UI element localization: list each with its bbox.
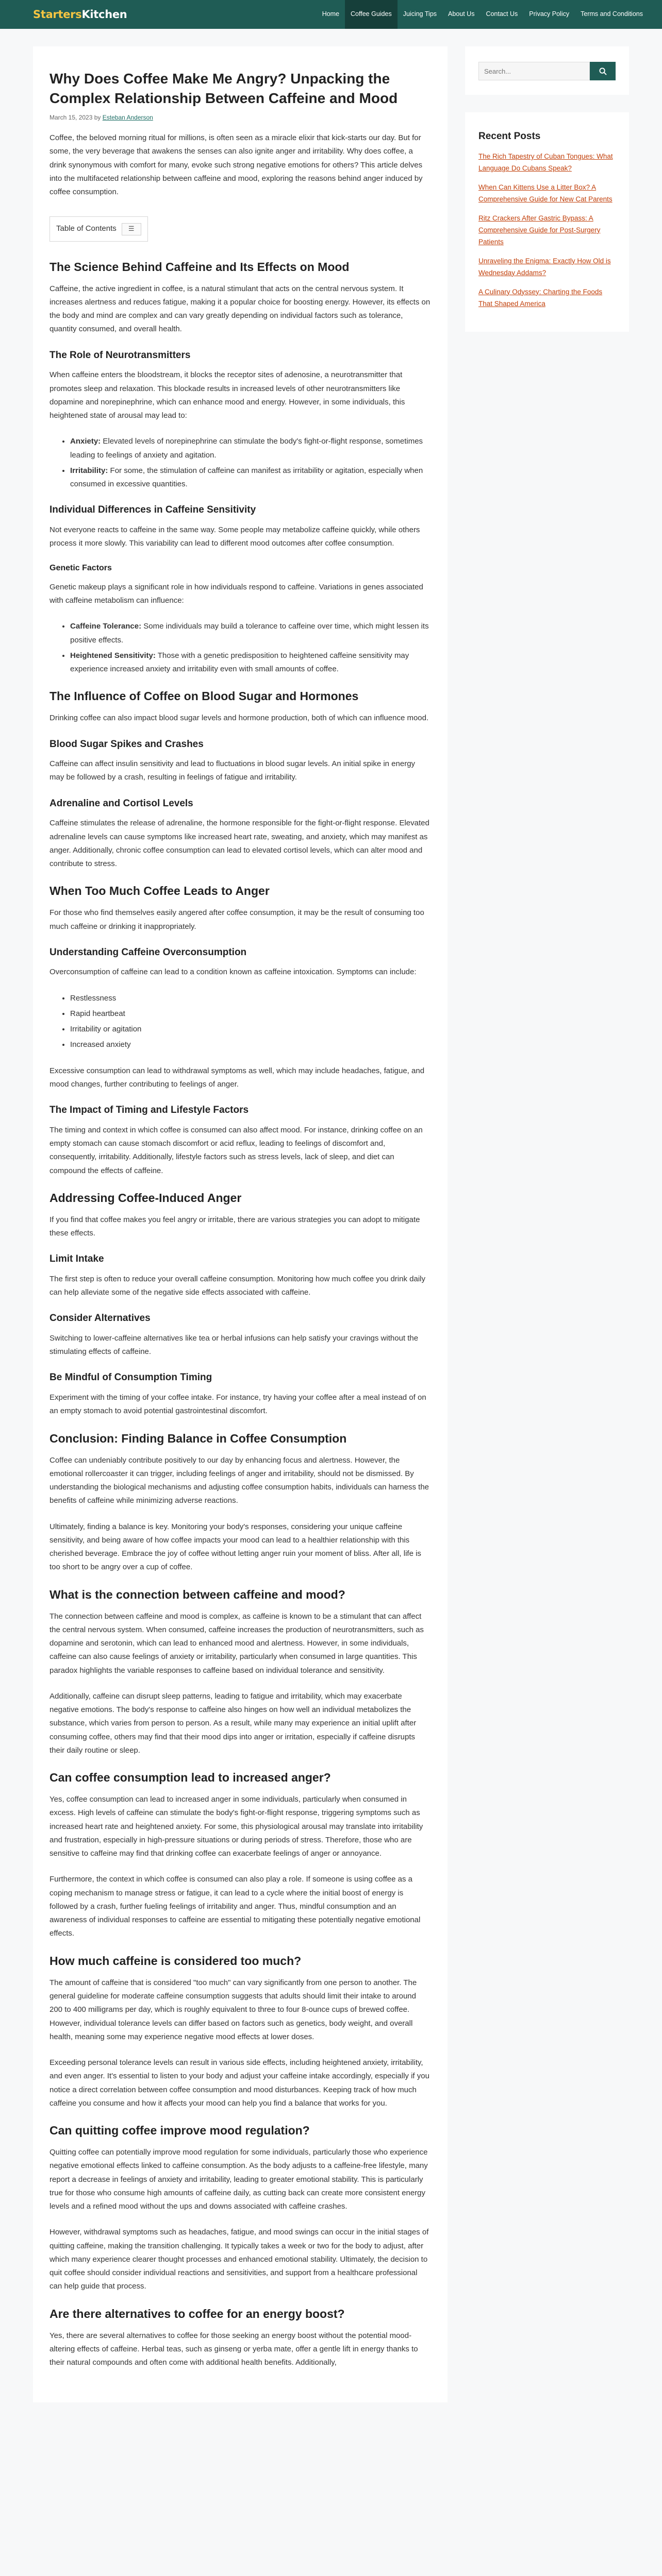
recent-post-link[interactable]: Ritz Crackers After Gastric Bypass: A Comprehensive Guide for Post-Surgery Patients [478,214,601,246]
recent-post-link[interactable]: A Culinary Odyssey: Charting the Foods That Shaped America [478,287,603,308]
list-item-term: Caffeine Tolerance: [70,622,142,631]
faq-paragraph: Yes, there are several alternatives to coffee for those seeking an energy boost without the potential mood-altering effects of caffeine. Herbal teas, such as ginseng or yerba mate, offer a gentle lift in energy thanks to their natural compounds and often come with additional health benefits. Additionally, [49,2331,418,2367]
neuro-list [70,435,431,491]
faq-heading-quitting-coffee: Can quitting coffee improve mood regulation? [49,2124,310,2138]
site-header [0,0,662,29]
list-item: • Rapid heartbeat [70,1007,431,1021]
paragraph-addressing-anger: If you find that coffee makes you feel angry or irritable, there are various strategies you can adopt to mitigate these effects. [49,1215,420,1238]
heading-overconsumption: Understanding Caffeine Overconsumption [49,946,247,958]
search-button[interactable] [590,62,616,80]
faq-paragraph: Additionally, caffeine can disrupt sleep patterns, leading to fatigue and irritability, which may exacerbate negative emotions. The body's response to caffeine also hinges on how well an individual metabolizes the substance, which varies from person to person. As a result, while many may experience an initial uplift after consuming coffee, others may find that their mood dips into anger or irritation, especially if caffeine disrupts their daily routine or sleep. [49,1691,417,1755]
list-item-text: Some individuals may build a tolerance to caffeine over time, which might lessen its positive effects. [70,622,429,645]
article-intro: Coffee, the beloved morning ritual for millions, is often seen as a miracle elixir that kick-starts our day. But for some, the very beverage that awakens the senses can also ignite anger and irritability. Why does coffee, a drink synonymous with comfort for many, evoke such strong negative emotions for others? This article delves into the multifaceted relationship between caffeine and mood, exploring the reasons behind anger induced by coffee consumption. [49,133,423,197]
recent-posts-title: Recent Posts [478,131,541,142]
list-item: • Increased anxiety [70,1038,431,1052]
nav-contact-us[interactable]: Contact Us [486,10,518,18]
faq-heading-caffeine-mood: What is the connection between caffeine and mood? [49,1587,345,1601]
article-meta [49,112,431,123]
heading-individual-differences: Individual Differences in Caffeine Sensitivity [49,504,256,516]
heading-adrenaline-cortisol: Adrenaline and Cortisol Levels [49,798,193,809]
paragraph-genetic-factors: Genetic makeup plays a significant role in how individuals respond to caffeine. Variations in genes associated with caffeine metabolism can influence: [49,582,423,605]
genetic-list [70,620,431,676]
author-link[interactable]: Esteban Anderson [102,114,153,122]
list-item [70,435,431,462]
faq-paragraph: However, withdrawal symptoms such as headaches, fatigue, and mood swings can occur in the initial stages of quitting caffeine, making the transition challenging. It typically takes a week or two for the body to adjust, after which many experience clearer thought processes and enhanced emotional stability. Ultimately, the decision to quit coffee should consider individual reactions and sensitivities, and support from a healthcare professional can help guide that process. [49,2228,429,2291]
list-item-term: Irritability: [70,466,108,475]
list-item-text: Elevated levels of norepinephrine can stimulate the body's fight-or-flight response, sometimes leading to feelings of anxiety and agitation. [70,437,423,460]
heading-genetic-factors: Genetic Factors [49,564,112,573]
symptoms-list [70,992,431,1052]
faq-heading-too-much-caffeine: How much caffeine is considered too much? [49,1954,302,1968]
paragraph-spikes-crashes: Caffeine can affect insulin sensitivity and lead to fluctuations in blood sugar levels. An initial spike in energy may be followed by a crash, resulting in feelings of fatigue and irritability. [49,759,416,782]
recent-posts-widget [465,112,629,332]
paragraph-neurotransmitters: When caffeine enters the bloodstream, it blocks the receptor sites of adenosine, a neurotransmitter that promotes sleep and relaxation. This blockade results in increased levels of other neurotransmitters like dopamine and norepinephrine, which can enhance mood and energy. However, in some individuals, this heightened state of arousal may lead to: [49,370,405,420]
list-item [70,464,431,492]
heading-timing-mindful: Be Mindful of Consumption Timing [49,1372,212,1383]
list-item-text: Those with a genetic predisposition to heightened caffeine sensitivity may experience increased anxiety and irritability even with small amounts of coffee. [70,651,409,674]
list-item [70,649,431,676]
list-item-term: Anxiety: [70,437,101,446]
nav-terms-and-conditions[interactable]: Terms and Conditions [581,10,643,18]
heading-addressing-anger: Addressing Coffee-Induced Anger [49,1191,242,1205]
toc-toggle-button[interactable] [122,223,141,235]
heading-limit-intake: Limit Intake [49,1253,104,1265]
paragraph-overconsumption: Overconsumption of caffeine can lead to a condition known as caffeine intoxication. Symptoms can include: [49,968,417,977]
site-logo[interactable] [33,9,127,20]
paragraph-blood-sugar-hormones: Drinking coffee can also impact blood sugar levels and hormone production, both of which can influence mood. [49,714,429,723]
paragraph-science: Caffeine, the active ingredient in coffee, is a natural stimulant that acts on the central nervous system. It increases alertness and reduces fatigue, making it a popular choice for boosting energy. However, its effects on the body and mind are complex and can vary greatly depending on individual factors such as tolerance, quantity consumed, and overall health. [49,284,431,334]
table-of-contents [49,216,148,241]
paragraph-limit-intake: The first step is often to reduce your overall caffeine consumption. Monitoring how much coffee you drink daily can help alleviate some of the negative side effects associated with caffeine. [49,1274,425,1297]
list-item-text: For some, the stimulation of caffeine can manifest as irritability or agitation, especially when consumed in excessive quantities. [70,466,423,489]
nav-about-us[interactable]: About Us [448,10,475,18]
list-item: • Restlessness [70,992,431,1005]
toc-label: Table of Contents [56,224,117,233]
search-widget [465,46,629,95]
logo-part-starters: Starters [33,8,82,21]
paragraph-timing-lifestyle: The timing and context in which coffee is consumed can also affect mood. For instance, drinking coffee on an empty stomach can cause stomach discomfort or acid reflux, leading to feelings of discomfort and, consequently, irritability. Additionally, lifestyle factors such as stress levels, lack of sleep, and diet can compound the effects of caffeine. [49,1125,423,1175]
list-item [70,620,431,647]
heading-conclusion: Conclusion: Finding Balance in Coffee Consumption [49,1431,347,1445]
faq-paragraph: The connection between caffeine and mood is complex, as caffeine is known to be a stimulant that can affect the central nervous system. When consumed, caffeine increases the production of neurotransmitters, such as dopamine and serotonin, which can lead to enhanced mood and alertness. However, in some individuals, caffeine can also cause feelings of anxiety or irritability, particularly when consumed in large quantities. This paradox highlights the variable responses to caffeine based on individual tolerance and sensitivity. [49,1612,424,1675]
logo-part-kitchen: Kitchen [81,8,127,21]
faq-paragraph: The amount of caffeine that is considered "too much" can vary significantly from one person to another. The general guideline for moderate caffeine consumption suggests that adults should limit their intake to around 200 to 400 milligrams per day, which is roughly equivalent to three to four 8-ounce cups of brewed coffee. However, individual tolerance levels can differ based on factors such as genetics, body weight, and overall health, meaning some may experience negative mood effects at lower doses. [49,1978,417,2041]
faq-heading-increased-anger: Can coffee consumption lead to increased anger? [49,1771,331,1785]
heading-spikes-crashes: Blood Sugar Spikes and Crashes [49,738,204,750]
article-by: by [94,114,101,122]
nav-juicing-tips[interactable]: Juicing Tips [403,10,437,18]
paragraph-conclusion-2: Ultimately, finding a balance is key. Monitoring your body's responses, considering your unique caffeine sensitivity, and being aware of how coffee impacts your mood can lead to a healthier relationship with this cherished beverage. Embrace the joy of coffee without letting anger ruin your moment of bliss. After all, life is too short to be angry over a cup of coffee. [49,1522,421,1572]
recent-post-link[interactable]: Unraveling the Enigma: Exactly How Old is Wednesday Addams? [478,257,611,277]
search-icon [599,67,607,75]
main-nav [317,0,649,29]
nav-coffee-guides[interactable]: Coffee Guides [345,0,398,29]
paragraph-timing-mindful: Experiment with the timing of your coffee intake. For instance, try having your coffee after a meal instead of on an empty stomach to avoid potential gastrointestinal discomfort. [49,1393,426,1416]
paragraph-individual-differences: Not everyone reacts to caffeine in the same way. Some people may metabolize caffeine quickly, while others process it more slowly. This variability can lead to different mood outcomes after coffee consumption. [49,525,420,548]
heading-neurotransmitters: The Role of Neurotransmitters [49,349,191,361]
heading-science: The Science Behind Caffeine and Its Effects on Mood [49,260,350,274]
paragraph-alternatives: Switching to lower-caffeine alternatives like tea or herbal infusions can help satisfy your cravings without the stimulating effects of caffeine. [49,1333,419,1357]
article [33,46,448,2402]
heading-alternatives: Consider Alternatives [49,1313,151,1324]
sidebar [465,46,629,349]
heading-blood-sugar-hormones: The Influence of Coffee on Blood Sugar and Hormones [49,689,359,703]
paragraph-too-much-coffee: For those who find themselves easily angered after coffee consumption, it may be the result of consuming too much caffeine or drinking it inappropriately. [49,908,424,931]
paragraph-withdrawal: Excessive consumption can lead to withdrawal symptoms as well, which may include headaches, fatigue, and mood changes, further contributing to feelings of anger. [49,1066,425,1089]
nav-home[interactable]: Home [322,10,340,18]
faq-heading-alternatives: Are there alternatives to coffee for an energy boost? [49,2307,345,2320]
article-date: March 15, 2023 [49,114,93,122]
paragraph-conclusion-1: Coffee can undeniably contribute positively to our day by enhancing focus and alertness. However, the emotional rollercoaster it can trigger, including feelings of anger and irritability, should not be dismissed. By understanding the biological mechanisms and adjusting coffee consumption habits, individuals can harness the benefits of caffeine while minimizing adverse reactions. [49,1455,429,1505]
page-wrapper [0,29,662,2402]
heading-timing-lifestyle: The Impact of Timing and Lifestyle Factors [49,1105,249,1116]
list-item-term: Heightened Sensitivity: [70,651,156,660]
faq-paragraph: Exceeding personal tolerance levels can result in various side effects, including heightened anxiety, irritability, and even anger. It's essential to listen to your body and adjust your caffeine intake accordingly, especially if you notice a direct correlation between coffee consumption and mood disturbances. Keeping track of how much caffeine you consume and how it affects your mood can help you find a balance that works for you. [49,2058,429,2108]
recent-post-link[interactable]: When Can Kittens Use a Litter Box? A Comprehensive Guide for New Cat Parents [478,183,613,204]
list-item: • Irritability or agitation [70,1023,431,1036]
faq-paragraph: Furthermore, the context in which coffee is consumed can also play a role. If someone is using coffee as a coping mechanism to manage stress or fatigue, it can lead to a cycle where the initial boost of energy is followed by a crash, further fueling feelings of irritability and anger. Thus, mindful consumption and an awareness of individual responses to caffeine are essential to mitigating these potentially negative emotional effects. [49,1875,421,1938]
search-form [478,62,616,80]
article-title: Why Does Coffee Make Me Angry? Unpacking the Complex Relationship Between Caffeine and Mood [49,71,398,107]
nav-privacy-policy[interactable]: Privacy Policy [529,10,570,18]
faq-paragraph: Quitting coffee can potentially improve mood regulation for some individuals, particularly those who experience negative emotional effects linked to caffeine consumption. As the body adjusts to a caffeine-free lifestyle, many report a decrease in feelings of anxiety and irritability, leading to greater emotional stability. This is particularly true for those who consume high amounts of caffeine daily, as cutting back can create more consistent energy levels and a refined mood without the ups and downs associated with caffeine crashes. [49,2148,428,2211]
heading-too-much-coffee: When Too Much Coffee Leads to Anger [49,884,270,898]
recent-post-link[interactable]: The Rich Tapestry of Cuban Tongues: What Language Do Cubans Speak? [478,152,613,173]
search-input[interactable] [478,62,590,80]
menu-icon: ☰ [128,225,135,233]
faq-paragraph: Yes, coffee consumption can lead to increased anger in some individuals, particularly when consumed in excess. High levels of caffeine can stimulate the body's fight-or-flight response, triggering symptoms such as increased heart rate and heightened anxiety. For some, this physiological arousal may translate into irritability and frustration, especially in high-pressure situations or during periods of stress. Therefore, those who are sensitive to caffeine may find that drinking coffee can exacerbate feelings of anger or annoyance. [49,1795,423,1858]
paragraph-adrenaline-cortisol: Caffeine stimulates the release of adrenaline, the hormone responsible for the fight-or-flight response. Elevated adrenaline levels can cause symptoms like increased heart rate, sweating, and anxiety, which may manifest as anger. Additionally, chronic coffee consumption can lead to elevated cortisol levels, which can alter mood and contribute to stress. [49,819,429,869]
